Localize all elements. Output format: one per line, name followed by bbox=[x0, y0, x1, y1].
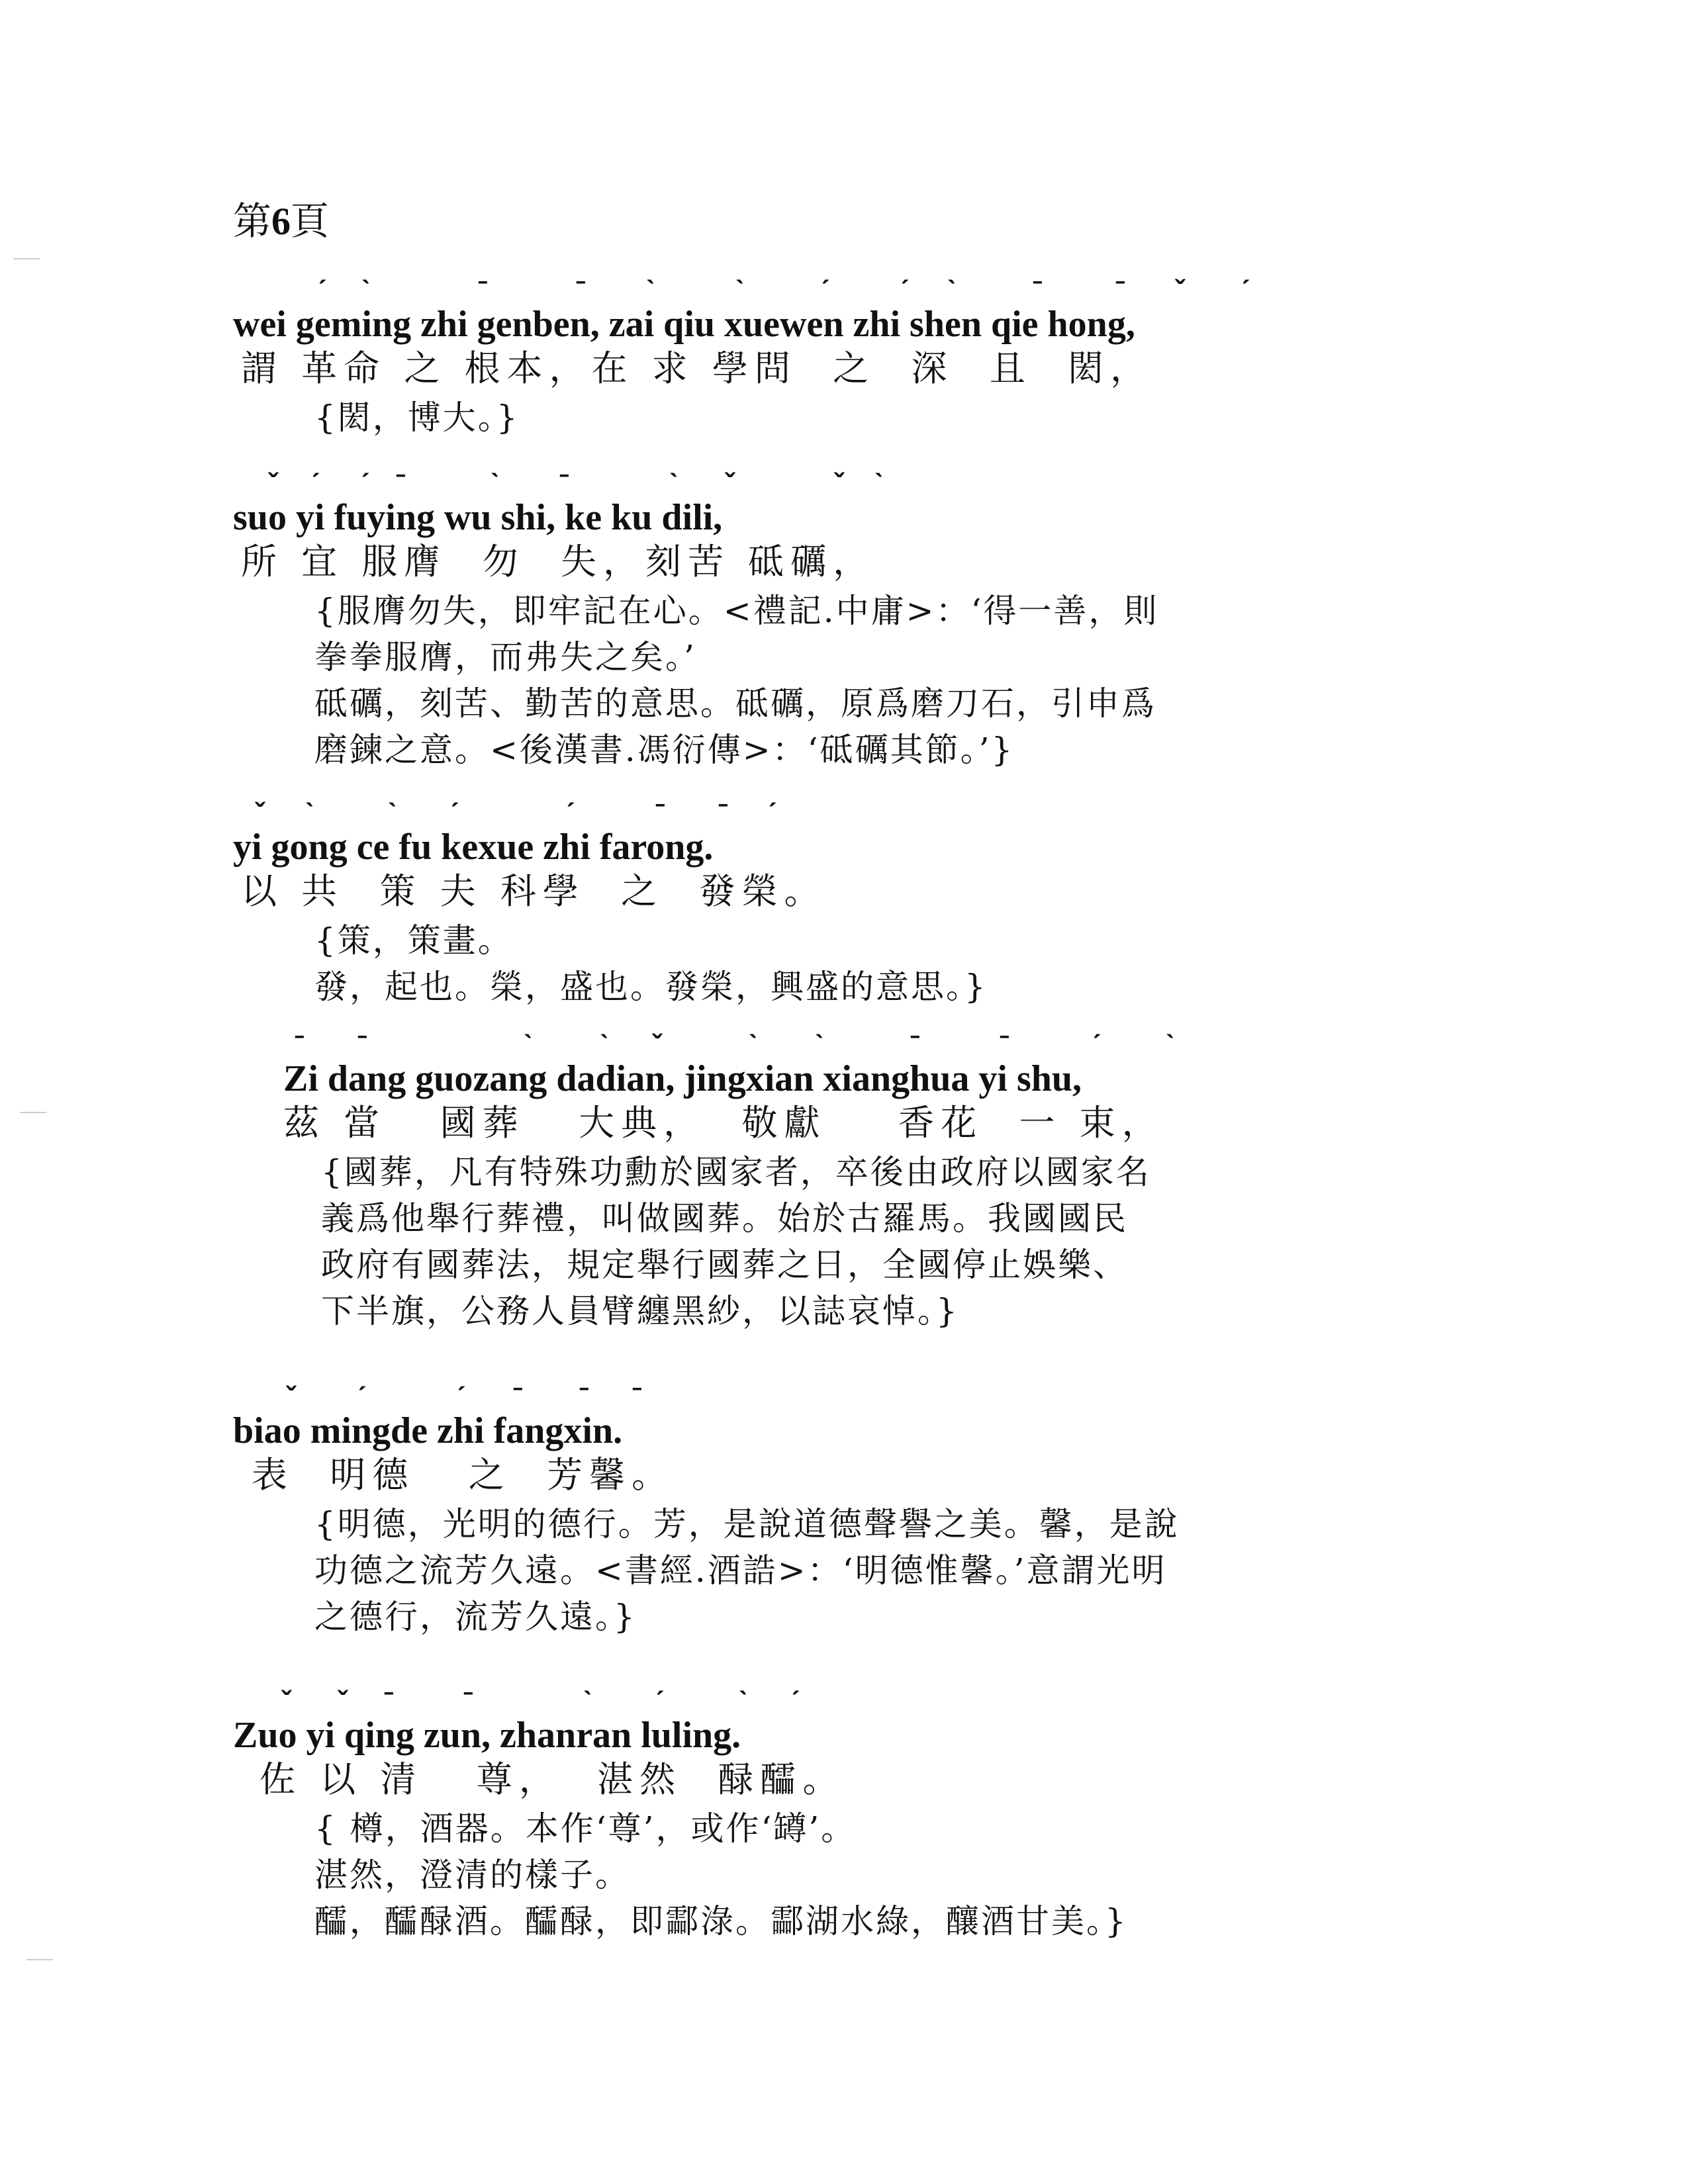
pinyin-line: Zi dang guozang dadian, jingxian xianghua yi shu, bbox=[283, 1058, 1082, 1099]
pinyin-line: biao mingde zhi fangxin. bbox=[233, 1410, 623, 1451]
pinyin-line: Zuo yi qing zun, zhanran luling. bbox=[233, 1715, 741, 1756]
annotation: {策，策畫。 發，起也。榮，盛也。發榮，興盛的意思。} bbox=[314, 921, 988, 1006]
annotation: {服膺勿失，即牢記在心。<禮記.中庸>：‘得一善，則 拳拳服膺，而弗失之矣。’ 砥礪，刻苦、勤苦的意思。砥礪，原爲磨刀石，引申爲 磨鍊之意。<後漢書.馮衍傳>：‘砥礪其節。’} bbox=[314, 592, 1159, 769]
pinyin-line: yi gong ce fu kexue zhi farong. bbox=[233, 827, 714, 868]
chinese-line: 以 共 策 夫 科學 之 發榮。 bbox=[241, 870, 827, 912]
scan-mark bbox=[26, 1959, 53, 1960]
pinyin-line: suo yi fuying wu shi, ke ku dili, bbox=[233, 497, 723, 538]
pinyin-line: wei geming zhi genben, zai qiu xuewen zhi shen qie hong, bbox=[233, 304, 1135, 345]
page-number: 第6頁 bbox=[233, 199, 330, 244]
chinese-line: 表 明德 之 芳馨。 bbox=[252, 1454, 675, 1496]
scan-mark bbox=[13, 258, 40, 259]
scan-mark bbox=[20, 1112, 46, 1113]
annotation: {閎，博大。} bbox=[314, 398, 520, 437]
chinese-line: 謂 革命 之 根本，在 求 學問 之 深 且 閎， bbox=[241, 347, 1153, 389]
chinese-line: 所 宜 服膺 勿 失，刻苦 砥礪， bbox=[241, 541, 876, 582]
annotation: { 樽，酒器。本作‘尊’，或作‘罇’。 湛然，澄清的樣子。 醽，醽醁酒。醽醁，即酃淥。酃湖水綠，釀酒甘美。} bbox=[314, 1809, 1128, 1940]
chinese-line: 佐 以 清 尊， 湛然 醁醽。 bbox=[259, 1758, 845, 1800]
annotation: {國葬，凡有特殊功勳於國家者，卒後由政府以國家名 義爲他舉行葬禮，叫做國葬。始於古羅馬。我國國民 政府有國葬法，規定舉行國葬之日，全國停止娛樂、 下半旗，公務人員臂纏黑紗，以誌哀悼。} bbox=[321, 1153, 1151, 1330]
annotation: {明德，光明的德行。芳，是說道德聲譽之美。馨，是說 功德之流芳久遠。<書經.酒誥>：‘明德惟馨。’意謂光明 之德行，流芳久遠。} bbox=[314, 1505, 1180, 1636]
chinese-line: 茲 當 國葬 大典， 敬獻 香花 一 束， bbox=[283, 1102, 1164, 1144]
